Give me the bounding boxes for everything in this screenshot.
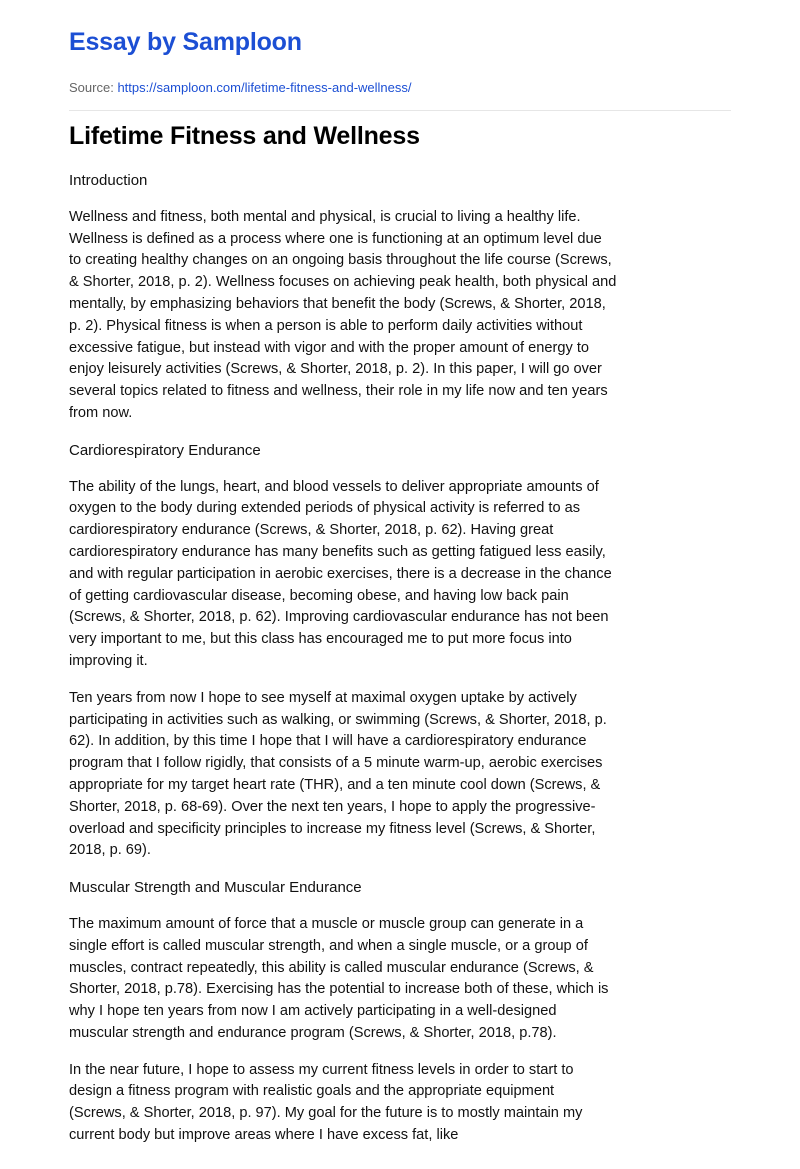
paragraph-line: overload and specificity principles to increase my fitness level (Screws, & Shorter, — [69, 820, 596, 837]
paragraph-line: p. 2). Physical fitness is when a person is able to perform daily activities without — [69, 317, 583, 334]
paragraph — [69, 914, 731, 1045]
site-brand-title: Essay by Samploon — [69, 28, 302, 56]
paragraph-line: to creating healthy changes on an ongoing basis throughout the life course (Screws, — [69, 252, 612, 269]
paragraph-line: very important to me, but this class has encouraged me to put more focus into — [69, 631, 572, 648]
paragraph-line: improving it. — [69, 652, 148, 669]
paragraph — [69, 688, 731, 862]
paragraph-line: cardiorespiratory endurance (Screws, & Shorter, 2018, p. 62). Having great — [69, 522, 554, 539]
paragraph-line: The ability of the lungs, heart, and blood vessels to deliver appropriate amounts of — [69, 478, 599, 495]
paragraph-line: muscular strength and endurance program (Screws, & Shorter, 2018, p.78). — [69, 1024, 557, 1041]
paragraph-line: 62). In addition, by this time I hope that I will have a cardiorespiratory endurance — [69, 733, 587, 750]
paragraph-line: Shorter, 2018, p. 68-69). Over the next ten years, I hope to apply the progressive- — [69, 798, 596, 815]
paragraph-line: Wellness and fitness, both mental and physical, is crucial to living a healthy life. — [69, 208, 581, 225]
paragraph-line: Wellness is defined as a process where one is functioning at an optimum level due — [69, 230, 602, 247]
paragraph-line: participating in activities such as walking, or swimming (Screws, & Shorter, 2018, p. — [69, 711, 607, 728]
paragraph-line: mentally, by emphasizing behaviors that benefit the body (Screws, & Shorter, 2018, — [69, 295, 606, 312]
paragraph-line: (Screws, & Shorter, 2018, p. 62). Improving cardiovascular endurance has not been — [69, 609, 609, 626]
paragraph-line: cardiorespiratory endurance has many benefits such as getting fatigued less easily, — [69, 543, 606, 560]
paragraph-line: & Shorter, 2018, p. 2). Wellness focuses on achieving peak health, both physical and — [69, 274, 617, 291]
paragraph-line: excessive fatigue, but instead with vigor and with the proper amount of energy to — [69, 339, 590, 356]
paragraph-line: appropriate for my target heart rate (THR), and a ten minute cool down (Screws, & — [69, 776, 601, 793]
paragraph-line: and with regular participation in aerobic exercises, there is a decrease in the chance — [69, 565, 612, 582]
paragraph-line: Ten years from now I hope to see myself at maximal oxygen uptake by actively — [69, 689, 577, 706]
paragraph-line: design a fitness program with realistic goals and the appropriate equipment — [69, 1083, 555, 1100]
paragraph-line: Shorter, 2018, p.78). Exercising has the potential to increase both of these, which is — [69, 981, 609, 998]
paragraph-line: several topics related to fitness and wellness, their role in my life now and ten years — [69, 383, 608, 400]
source-link[interactable]: https://samploon.com/lifetime-fitness-and-wellness/ — [117, 80, 412, 95]
paragraph-line: (Screws, & Shorter, 2018, p. 97). My goal for the future is to mostly maintain my — [69, 1105, 583, 1122]
paragraph-line: single effort is called muscular strength, and when a single muscle, or a group of — [69, 937, 588, 954]
essay-body — [69, 170, 731, 1162]
essay-title: Lifetime Fitness and Wellness — [69, 122, 420, 150]
paragraph — [69, 207, 731, 425]
source-line — [69, 80, 412, 95]
paragraph-line: enjoy leisurely activities (Screws, & Shorter, 2018, p. 2). In this paper, I will go over — [69, 361, 602, 378]
section-heading: Introduction — [69, 172, 148, 189]
paragraph — [69, 1060, 731, 1147]
section-heading: Cardiorespiratory Endurance — [69, 441, 261, 459]
paragraph-line: 2018, p. 69). — [69, 842, 151, 859]
paragraph-line: In the near future, I hope to assess my current fitness levels in order to start to — [69, 1061, 574, 1078]
paragraph — [69, 477, 731, 673]
section-heading: Muscular Strength and Muscular Endurance — [69, 879, 362, 897]
paragraph-line: muscles, contract repeatedly, this ability is called muscular endurance (Screws, & — [69, 959, 594, 976]
paragraph-line: why I hope ten years from now I am actively participating in a well-designed — [69, 1003, 557, 1020]
paragraph-line: from now. — [69, 404, 133, 421]
divider — [69, 110, 731, 111]
paragraph-line: oxygen to the body during extended periods of physical activity is referred to as — [69, 500, 581, 517]
paragraph-line: of getting cardiovascular disease, becoming obese, and having low back pain — [69, 587, 569, 604]
paragraph-line: program that I follow rigidly, that consists of a 5 minute warm-up, aerobic exercises — [69, 755, 603, 772]
paragraph-line: The maximum amount of force that a muscle or muscle group can generate in a — [69, 915, 584, 932]
source-label: Source: — [69, 80, 114, 95]
paragraph-line: current body but improve areas where I have excess fat, like — [69, 1127, 459, 1144]
